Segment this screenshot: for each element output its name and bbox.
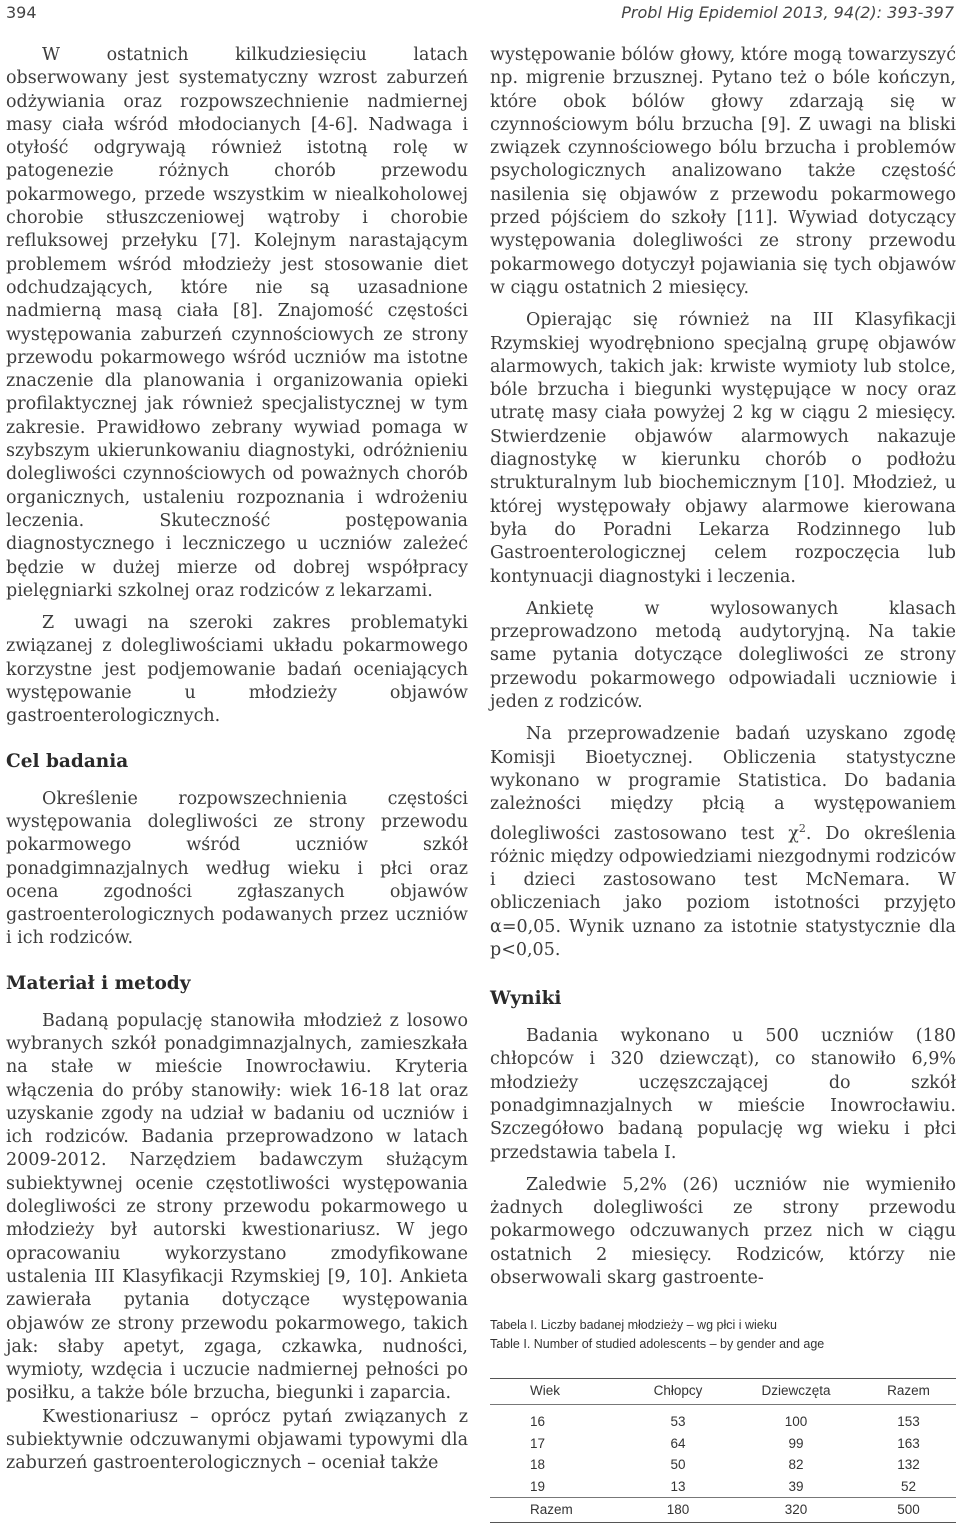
continued-paragraph: występowanie bólów głowy, które mogą towarzyszyć np. migrenie brzusznej. Pytano też o bóle kończyn, które obok bólów głowy zdarzają się w czynnościowym bólu brzucha [9]. Z uwagi na bliski związek czynnościowego bólu brzucha i problemów psychologicznych analizowano także częstość nasilenia się objawów z przewodu pokarmowego przed pójściem do szkoły [11]. Wywiad dotyczący występowania dolegliwości ze strony przewodu pokarmowego dotyczył pojawiania się tych objawów w ciągu ostatnich 2 miesięcy. [490,45,956,298]
table-row [490,1476,956,1498]
alarm-symptoms-paragraph: Opierając się również na III Klasyfikacji Rzymskiej wyodrębniono specjalną grupę objawów alarmowych, takich jak: krwiste wymioty lub stolce, bóle brzucha i biegunki występujące w nocy oraz utratę masy ciała powyżej 2 kg w ciągu 2 miesięcy. Stwierdzenie objawów alarmowych nakazuje diagnostykę w kierunku chorób o podłożu strukturalnym lub biochemicznym [10]. Młodzież, u której występowały objawy alarmowe kierowana była do Poradni Lekarza Rodzinnego lub Gastroenterologicznej celem rozpoczęcia lub kontynuacji diagnostyki i leczenia. [490,310,956,587]
cell-total: 163 [897,1435,920,1451]
results-paragraph-1: Badania wykonano u 500 uczniów (180 chłopców i 320 dziewcząt), co stanowiło 6,9% młodzieży uczęszczającej do szkół ponadgimnazjalnych w mieście Inowrocławiu. Szczegółowo badaną populację wg wieku i płci przedstawia tabela I. [490,1026,956,1163]
survey-paragraph: Ankietę w wylosowanych klasach przeprowadzono metodą audytoryjną. Na takie same pytania dotyczące dolegliwości ze strony przewodu pokarmowego odpowiadali uczniowie i jeden z rodziców. [490,598,956,713]
header-age: Wiek [490,1379,625,1405]
header-girls: Dziewczęta [731,1379,861,1405]
cell-age: 16 [530,1414,546,1430]
page-number: 394 [6,3,37,22]
methods-heading: Materiał i metody [6,972,191,994]
cell-girls: 100 [784,1414,808,1430]
chi-superscript: 2 [798,821,806,835]
table-caption-pl: Tabela I. Liczby badanej młodzieży – wg płci i wieku [490,1318,777,1333]
cell-girls: 82 [788,1457,804,1473]
methods-paragraph-1: Badaną populację stanowiła młodzież z losowo wybranych szkół ponadgimnazjalnych, zamieszkała na stałe w mieście Inowrocławiu. Kryteria włączenia do próby stanowiły: wiek 16-18 lat oraz uzyskanie zgody na udział w badaniu od uczniów i ich rodziców. Badania przeprowadzono w latach 2009-2012. Narzędziem badawczym służącym subiektywnej ocenie częstotliwości występowania dolegliwości ze strony przewodu pokarmowego u młodzieży był autorski kwestionariusz. W jego opracowaniu wykorzystano zmodyfikowane ustalenia III Klasyfikacji Rzymskiej [9, 10]. Ankieta zawierała pytania dotyczące występowania objawów ze strony przewodu pokarmowego, takich jak: słaby apetyt, zgaga, czkawka, nudności, wymioty, wzdęcia i uczucie nadmiernej pełności po posiłku, a także bóle brzucha, biegunki i zaparcia. [6,1010,468,1404]
header-boys: Chłopcy [625,1379,731,1405]
header-total: Razem [861,1379,956,1405]
results-paragraph-2: Zaledwie 5,2% (26) uczniów nie wymieniło żadnych dolegliwości ze strony przewodu pokarmowego odczuwanych przez nich w ciągu ostatnich 2 miesięcy. Rodziców, którzy nie obserwowali skarg gastroente- [490,1174,956,1289]
intro-paragraph-1: W ostatnich kilkudziesięciu latach obserwowany jest systematyczny wzrost zaburzeń odżywiania oraz rozpowszechnienie nadmiernej masy ciała wśród młodocianych [4-6]. Nadwaga i otyłość odgrywają również istotną rolę w patogenezie różnych chorób przewodu pokarmowego, przede wszystkim w niealkoholowej chorobie stłuszczeniowej wątroby i chorobie refluksowej przełyku [7]. Kolejnym narastającym problemem wśród młodzieży jest stosowanie diet odchudzających, które nie są uzasadnione nadmierną masą ciała [8]. Znajomość częstości występowania zaburzeń czynnościowych ze strony przewodu pokarmowego wśród uczniów ma istotne znaczenie dla planowania i organizowania opieki profilaktycznej jak również specjalistycznej w tym zakresie. Prawidłowo zebrany wywiad pomaga w szybszym ukierunkowaniu diagnostyki, odróżnieniu dolegliwości czynnościowych od poważnych chorób organicznych, ustaleniu rozpoznania i wdrożeniu leczenia. Skuteczność postępowania diagnostycznego i leczniczego u uczniów zależeć będzie w dużej mierze od dobrej współpracy pielęgniarki szkolnej oraz rodziców z lekarzami. [6,45,468,601]
statistics-text-a: Na przeprowadzenie badań uzyskano zgodę Komisji Bioetycznej. Obliczenia statystyczne wykonano w programie Statistica. Do badania zależności między płcią a występowaniem dolegliwości zastosowano test χ [490,724,956,844]
cell-total-label: Razem [490,1498,625,1523]
aim-paragraph: Określenie rozpowszechnienia częstości występowania dolegliwości ze strony przewodu pokarmowego wśród uczniów szkół ponadgimnazjalnych według wieku i płci oraz ocena zgodności zgłaszanych objawów gastroenterologicznych podawanych przez uczniów i ich rodziców. [6,788,468,949]
table-row [490,1405,956,1433]
cell-boys: 13 [670,1478,686,1494]
cell-total-boys: 180 [625,1498,731,1523]
cell-total: 52 [900,1478,917,1494]
statistics-paragraph [490,723,956,962]
cell-total: 153 [897,1414,920,1430]
aim-heading: Cel badania [6,750,129,772]
cell-age: 17 [530,1435,546,1451]
population-table [490,1378,956,1523]
table-row [490,1433,956,1455]
cell-boys: 53 [670,1414,686,1430]
methods-paragraph-2: Kwestionariusz – oprócz pytań związanych z subiektywnie odczuwanymi objawami typowymi dla zaburzeń gastroenterologicznych – oceniał także [6,1406,468,1474]
table-caption-en: Table I. Number of studied adolescents – by gender and age [490,1337,825,1352]
table-caption [490,1316,956,1354]
cell-total-all: 500 [861,1498,956,1523]
left-column [6,44,468,1476]
intro-paragraph-2: Z uwagi na szeroki zakres problematyki związanej z dolegliwościami układu pokarmowego korzystne jest podjemowanie badań oceniających występowanie u młodzieży objawów gastroenterologicznych. [6,613,468,727]
cell-age: 19 [530,1478,546,1494]
results-heading: Wyniki [490,988,562,1010]
cell-total: 132 [897,1457,920,1473]
right-column [490,44,956,1523]
table-row [490,1454,956,1476]
cell-age: 18 [530,1457,546,1473]
cell-boys: 64 [670,1435,686,1451]
page-header [0,0,960,26]
journal-citation: Probl Hig Epidemiol 2013, 94(2): 393-397 [621,3,954,22]
table-header-row [490,1379,956,1405]
cell-girls: 39 [788,1478,804,1494]
cell-boys: 50 [670,1457,686,1473]
cell-girls: 99 [788,1435,804,1451]
cell-total-girls: 320 [731,1498,861,1523]
table-total-row [490,1498,956,1523]
statistics-text-b: . Do określenia różnic między odpowiedziami niezgodnymi rodziców i dzieci zastosowano test McNemara. W obliczeniach jako poziom istotności przyjęto α=0,05. Wynik uznano za istotnie statystycznie dla p<0,05. [490,823,956,960]
